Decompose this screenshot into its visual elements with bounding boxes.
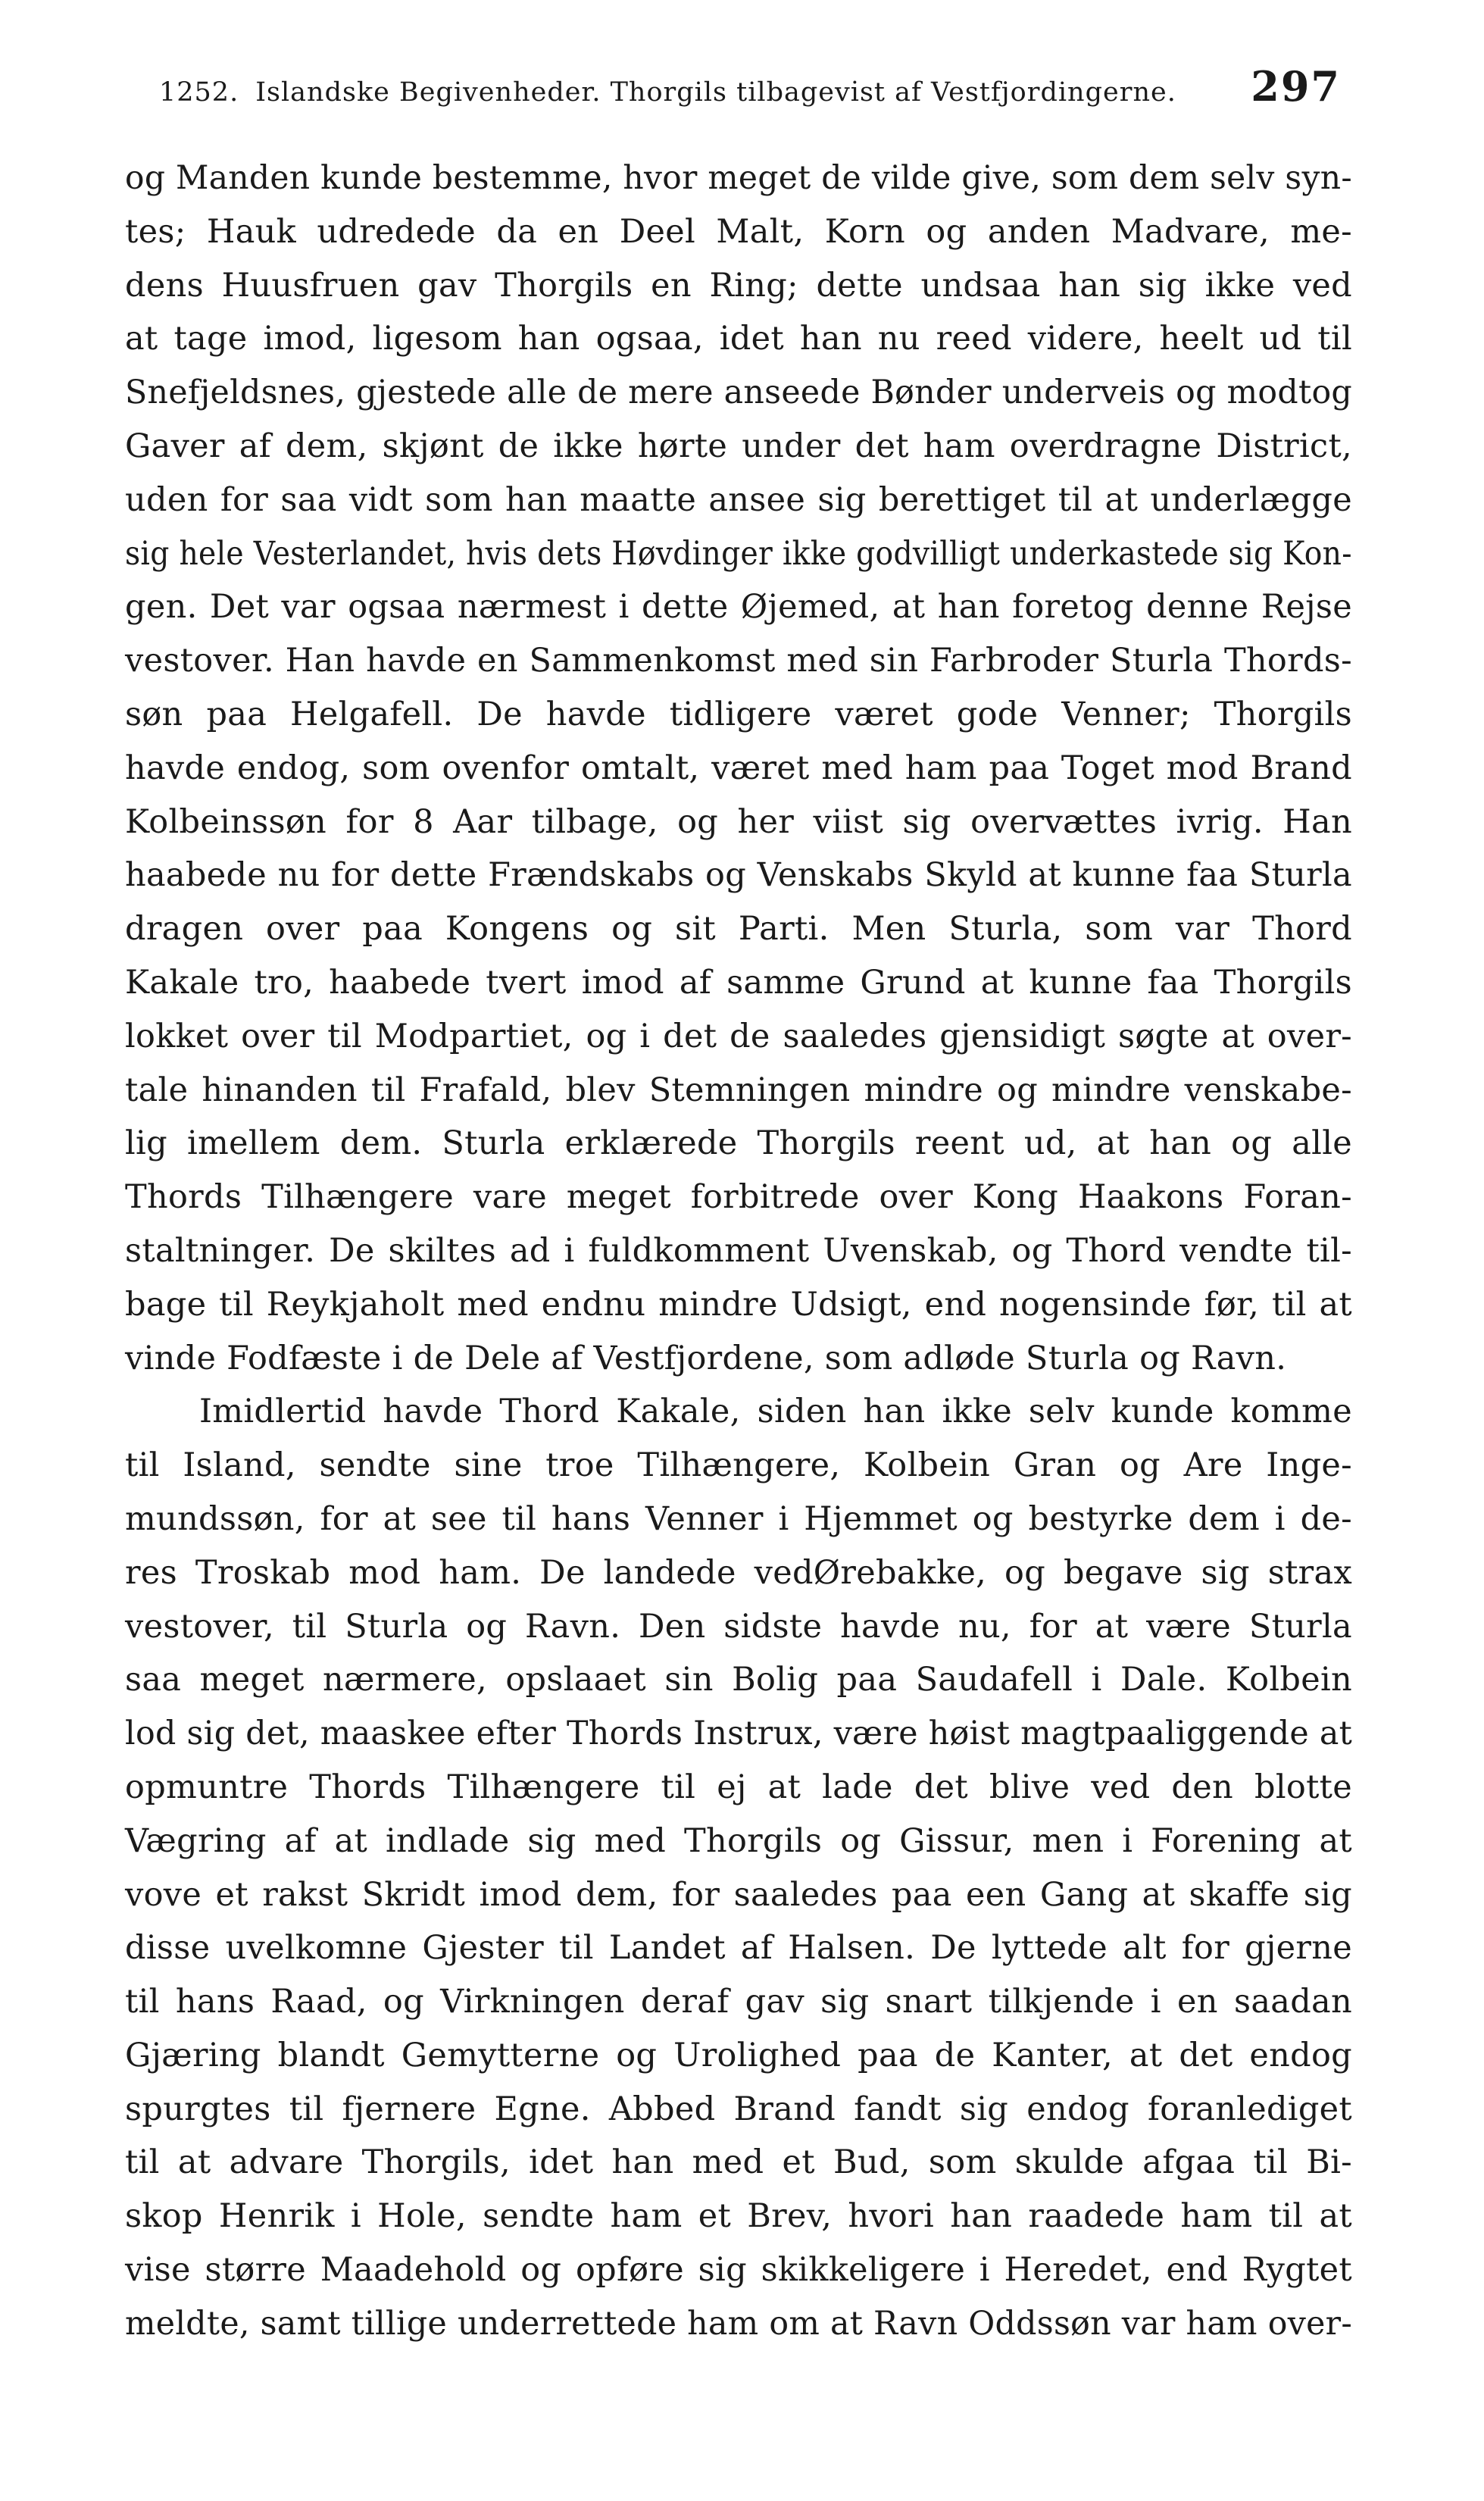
text-line: vestover. Han havde en Sammenkomst med sin Farbroder Sturla Thords-: [125, 642, 1352, 680]
text-line: tale hinanden til Frafald, blev Stemningen mindre og mindre venskabe-: [125, 1071, 1352, 1109]
header-year: 1252.: [159, 77, 239, 108]
text-line: Gjæring blandt Gemytterne og Urolighed paa de Kanter, at det endog: [125, 2036, 1352, 2074]
text-line: gen. Det var ogsaa nærmest i dette Øjemed, at han foretog denne Rejse: [125, 588, 1352, 627]
text-line: søn paa Helgafell. De havde tidligere været gode Venner; Thorgils: [125, 695, 1352, 733]
text-line: havde endog, som ovenfor omtalt, været med ham paa Toget mod Brand: [125, 749, 1352, 787]
text-line: bage til Reykjaholt med endnu mindre Udsigt, end nogensinde før, til at: [125, 1285, 1352, 1324]
text-line: og Manden kunde bestemme, hvor meget de vilde give, som dem selv syn-: [125, 159, 1352, 197]
running-title: [159, 77, 1176, 108]
text-line: Kolbeinssøn for 8 Aar tilbage, og her viist sig overvættes ivrig. Han: [125, 802, 1352, 841]
text-line: uden for saa vidt som han maatte ansee sig berettiget til at underlægge: [125, 480, 1352, 519]
text-line: vove et rakst Skridt imod dem, for saaledes paa een Gang at skaffe sig: [125, 1875, 1352, 1914]
text-line: Imidlertid havde Thord Kakale, siden han ikke selv kunde komme: [199, 1393, 1352, 1431]
text-line: Vægring af at indlade sig med Thorgils og Gissur, men i Forening at: [125, 1821, 1352, 1860]
text-line: at tage imod, ligesom han ogsaa, idet han nu reed videre, heelt ud til: [125, 320, 1352, 358]
text-line: res Troskab mod ham. De landede vedØrebakke, og begave sig strax: [125, 1553, 1352, 1592]
text-line: sig hele Vesterlandet, hvis dets Høvdinger ikke godvilligt underkastede sig Kon-: [125, 534, 1352, 573]
text-line: disse uvelkomne Gjester til Landet af Halsen. De lyttede alt for gjerne: [125, 1929, 1352, 1968]
text-line: dens Huusfruen gav Thorgils en Ring; dette undsaa han sig ikke ved: [125, 266, 1352, 305]
text-line: saa meget nærmere, opslaaet sin Bolig paa Saudafell i Dale. Kolbein: [125, 1661, 1352, 1699]
text-line: lod sig det, maaskee efter Thords Instrux, være høist magtpaaliggende at: [125, 1715, 1353, 1753]
paragraph: [125, 152, 1352, 1385]
page-number: 297: [1251, 62, 1341, 111]
text-line: dragen over paa Kongens og sit Parti. Men Sturla, som var Thord: [125, 910, 1352, 949]
paragraph-container: [125, 152, 1352, 2351]
text-line: Snefjeldsnes, gjestede alle de mere anseede Bønder underveis og modtog: [125, 374, 1353, 412]
text-line: til Island, sendte sine troe Tilhængere, Kolbein Gran og Are Inge-: [125, 1446, 1352, 1485]
text-line: spurgtes til fjernere Egne. Abbed Brand fandt sig endog foranlediget: [125, 2090, 1352, 2128]
text-line: til hans Raad, og Virkningen deraf gav sig snart tilkjende i en saadan: [125, 1983, 1352, 2021]
text-line: staltninger. De skiltes ad i fuldkomment Uvenskab, og Thord vendte til-: [125, 1231, 1352, 1270]
text-line: Gaver af dem, skjønt de ikke hørte under det ham overdragne District,: [125, 427, 1352, 465]
text-line: vise større Maadehold og opføre sig skikkeligere i Heredet, end Rygtet: [125, 2251, 1352, 2290]
running-header: [159, 62, 1341, 123]
header-title: Islandske Begivenheder. Thorgils tilbagevi̇st af Vestfjordingerne.: [255, 77, 1176, 108]
text-line: lig imellem dem. Sturla erklærede Thorgils reent ud, at han og alle: [125, 1124, 1352, 1163]
paragraph: [125, 1385, 1352, 2350]
text-line: tes; Hauk udredede da en Deel Malt, Korn og anden Madvare, me-: [125, 212, 1352, 251]
text-line: Thords Tilhængere vare meget forbitrede over Kong Haakons Foran-: [125, 1178, 1352, 1217]
text-line: mundssøn, for at see til hans Venner i Hjemmet og bestyrke dem i de-: [125, 1499, 1352, 1538]
text-line: vestover, til Sturla og Ravn. Den sidste havde nu, for at være Sturla: [125, 1607, 1352, 1646]
text-line: Kakale tro, haabede tvert imod af samme Grund at kunne faa Thorgils: [125, 963, 1352, 1002]
text-line: lokket over til Modpartiet, og i det de saaledes gjensidigt søgte at over-: [125, 1017, 1352, 1055]
text-line: til at advare Thorgils, idet han med et Bud, som skulde afgaa til Bi-: [125, 2143, 1352, 2182]
text-line: skop Henrik i Hole, sendte ham et Brev, hvori han raadede ham til at: [125, 2197, 1352, 2236]
text-line: vinde Fodfæste i de Dele af Vestfjordene, som adløde Sturla og Ravn.: [125, 1339, 1287, 1377]
text-line: haabede nu for dette Frændskabs og Venskabs Skyld at kunne faa Sturla: [125, 856, 1352, 895]
text-line: meldte, samt tillige underrettede ham om at Ravn Oddssøn var ham over-: [125, 2304, 1353, 2343]
body-text: [125, 152, 1352, 2351]
text-line: opmuntre Thords Tilhængere til ej at lade det blive ved den blotte: [125, 1768, 1352, 1806]
